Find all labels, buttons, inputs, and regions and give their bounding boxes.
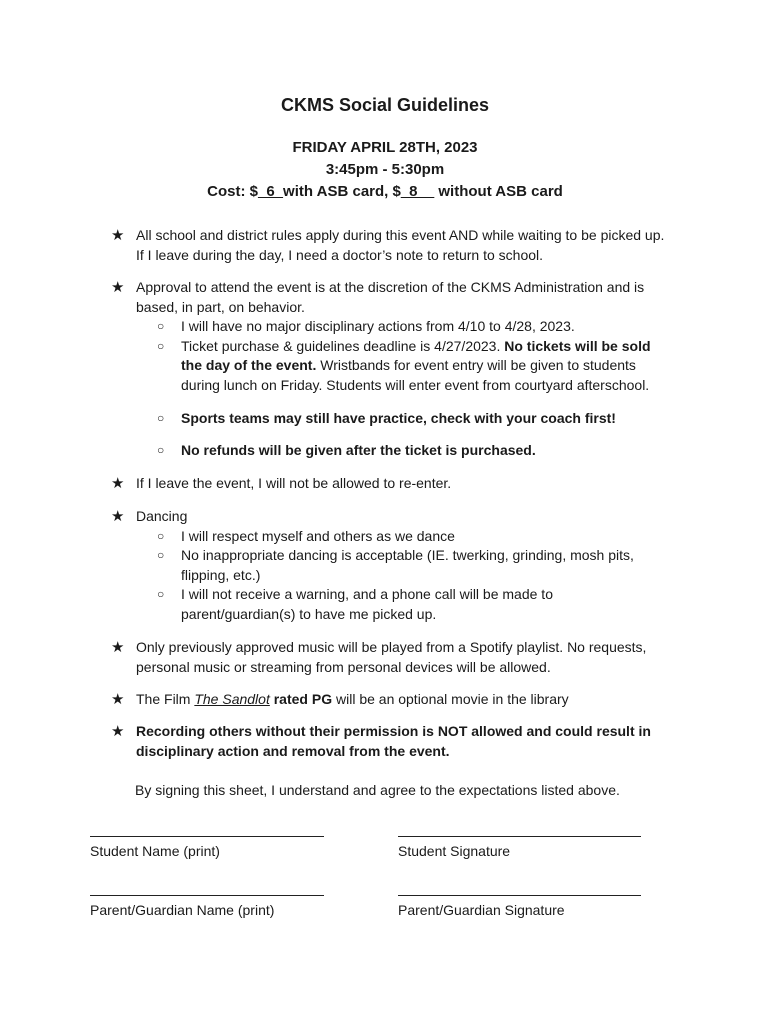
circle-bullet-icon: ○: [157, 338, 165, 353]
rule-text: All school and district rules apply during this event AND while waiting to be picked up. If I leave during the day, I need a doctor’s note to return to school.: [136, 227, 665, 263]
star-bullet-icon: ★: [111, 508, 125, 525]
circle-bullet-icon: ○: [157, 443, 165, 458]
circle-bullet-icon: ○: [157, 528, 165, 543]
star-bullet-icon: ★: [111, 227, 125, 244]
sub-item-text-bold: No tickets will be sold the day of the event.: [181, 337, 651, 374]
asb-price: _6_: [258, 183, 284, 200]
sub-item: [157, 585, 671, 624]
sub-item-text: I will have no major disciplinary actions from 4/10 to 4/28, 2023.: [181, 318, 575, 335]
student-name-line[interactable]: [90, 836, 324, 837]
circle-bullet-icon: ○: [157, 548, 165, 563]
cost-mid: with ASB card, $: [283, 183, 401, 200]
agreement-statement: By signing this sheet, I understand and agree to the expectations listed above.: [135, 782, 620, 798]
rule-text: Recording others without their permission is NOT allowed and could result in disciplinary action and removal from the event.: [136, 723, 651, 759]
sub-item-text-a: Ticket purchase & guidelines deadline is 4/27/2023.: [181, 337, 505, 354]
rule-text-a: The Film: [136, 691, 195, 707]
sub-item-text: Sports teams may still have practice, check with your coach first!: [181, 409, 616, 426]
sub-item: [157, 441, 671, 461]
sub-item-text: I will respect myself and others as we dance: [181, 527, 455, 544]
film-title: The Sandlot: [194, 691, 270, 707]
event-header: [0, 137, 770, 203]
parent-name-line[interactable]: [90, 895, 324, 896]
star-bullet-icon: ★: [111, 475, 125, 492]
event-time: 3:45pm - 5:30pm: [325, 161, 445, 178]
circle-bullet-icon: ○: [157, 410, 165, 425]
rule-item: [111, 474, 671, 494]
rule-item: [111, 226, 671, 265]
event-date: FRIDAY APRIL 28TH, 2023: [292, 139, 478, 156]
sub-item: [157, 527, 671, 547]
sub-item: [157, 546, 671, 585]
star-bullet-icon: ★: [111, 691, 125, 708]
rule-item: [111, 507, 671, 625]
rule-text: Only previously approved music will be played from a Spotify playlist. No requests, personal music or streaming from personal devices will be allowed.: [136, 639, 647, 675]
student-signature-label: Student Signature: [398, 843, 511, 859]
student-signature-line[interactable]: [398, 836, 641, 837]
sub-item: [157, 337, 671, 396]
non-asb-price: _8__: [400, 183, 435, 200]
circle-bullet-icon: ○: [157, 587, 165, 602]
rule-item: [111, 278, 671, 461]
rule-text: [136, 690, 671, 710]
rule-item: [111, 722, 671, 761]
star-bullet-icon: ★: [111, 723, 125, 740]
rule-item: [111, 690, 671, 710]
parent-signature-line[interactable]: [398, 895, 641, 896]
rule-item: [111, 638, 671, 677]
rule-text: Dancing: [136, 508, 188, 524]
star-bullet-icon: ★: [111, 639, 125, 656]
star-bullet-icon: ★: [111, 279, 125, 296]
sub-item-text: No refunds will be given after the ticket is purchased.: [181, 442, 536, 459]
cost-suffix: without ASB card: [434, 183, 563, 200]
event-cost: [0, 181, 770, 203]
circle-bullet-icon: ○: [157, 319, 165, 334]
sub-item: [157, 317, 671, 337]
cost-prefix: Cost: $: [207, 183, 258, 200]
sub-item: [157, 409, 671, 429]
sub-item-text: No inappropriate dancing is acceptable (IE. twerking, grinding, mosh pits, flipping, etc.): [181, 547, 634, 583]
parent-signature-label: Parent/Guardian Signature: [398, 902, 565, 918]
parent-name-label: Parent/Guardian Name (print): [90, 902, 275, 918]
rule-text: Approval to attend the event is at the discretion of the CKMS Administration and is based, in part, on behavior.: [136, 279, 645, 315]
student-name-label: Student Name (print): [90, 843, 220, 859]
rule-text: If I leave the event, I will not be allowed to re-enter.: [136, 475, 452, 491]
sub-item-text: I will not receive a warning, and a phone call will be made to parent/guardian(s) to have me picked up.: [181, 586, 553, 622]
page-title: CKMS Social Guidelines: [280, 95, 490, 115]
sub-item-text-c: Wristbands for event entry will be given to students during lunch on Friday. Students will enter event from courtyard afterschool.: [181, 357, 650, 393]
rule-text-c: will be an optional movie in the library: [332, 691, 569, 707]
film-rating: rated PG: [269, 691, 333, 707]
